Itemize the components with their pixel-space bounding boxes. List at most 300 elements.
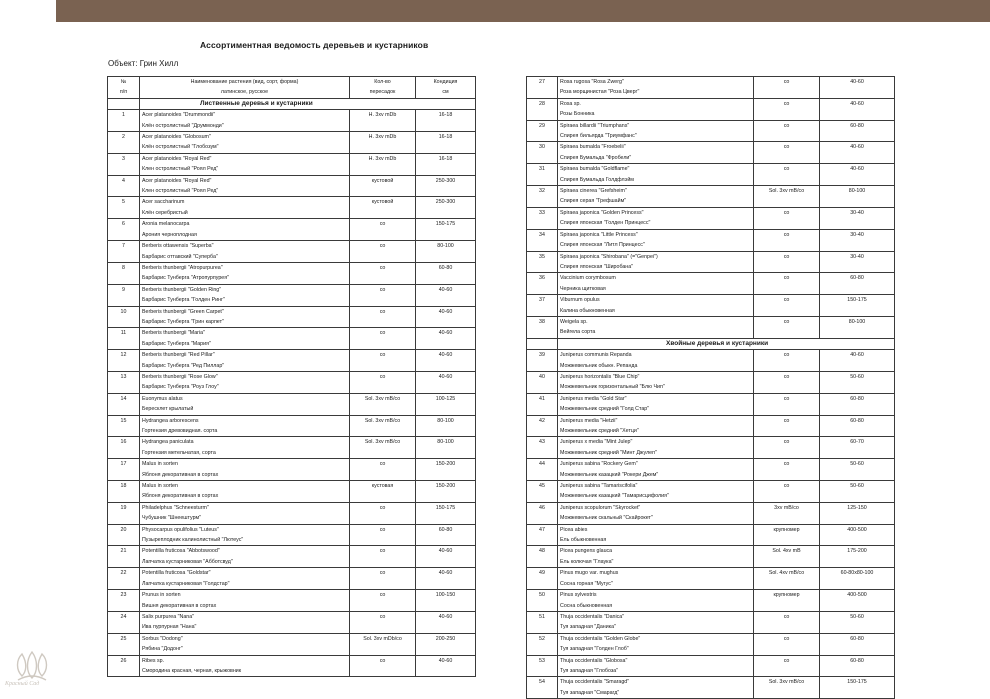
- condition-cell: 80-100: [416, 415, 476, 437]
- latin-name: Picea pungens glauca: [560, 548, 613, 555]
- condition-cell: 50-60: [820, 371, 895, 393]
- quantity-cell: co: [350, 284, 416, 306]
- plant-name-cell: [558, 207, 754, 229]
- russian-name: Лапчатка кустарниковая "Голдстар": [142, 580, 230, 587]
- quantity-cell: крупномер: [754, 590, 820, 612]
- quantity-cell: co: [754, 393, 820, 415]
- quantity-cell: co: [754, 437, 820, 459]
- plant-name-cell: [140, 546, 350, 568]
- russian-name: Яблоня декоративная в сортах: [142, 493, 219, 500]
- plant-name-cell: [140, 371, 350, 393]
- row-number: 28: [527, 98, 558, 120]
- russian-name: Можжевельник казацкий "Рокери Джем": [560, 471, 659, 478]
- condition-cell: 150-175: [416, 502, 476, 524]
- row-number: 22: [108, 568, 140, 590]
- plant-name-cell: [140, 284, 350, 306]
- quantity-cell: co: [350, 262, 416, 284]
- table-row: [527, 229, 895, 251]
- russian-name: Гортензия метельчатая, сорта: [142, 449, 216, 456]
- row-number: 16: [108, 437, 140, 459]
- quantity-cell: Sol. 3xv mB/co: [350, 415, 416, 437]
- table-row: [108, 590, 476, 612]
- condition-cell: 100-125: [416, 393, 476, 415]
- plant-name-cell: [558, 677, 754, 699]
- russian-name: Спирея Бумальда Голдфлэйм: [560, 176, 634, 183]
- latin-name: Berberis thunbergii "Golden Ring": [142, 286, 222, 293]
- table-row: [108, 153, 476, 175]
- row-number: 25: [108, 633, 140, 655]
- table-row: [527, 393, 895, 415]
- plant-name-cell: [558, 437, 754, 459]
- latin-name: Sorbus "Dodong": [142, 635, 183, 642]
- plant-name-cell: [140, 132, 350, 154]
- russian-name: Можжевельник казацкий "Тамарисцифолия": [560, 493, 669, 500]
- latin-name: Juniperus sabina "Rockery Gem": [560, 461, 638, 468]
- plant-name-cell: [140, 262, 350, 284]
- row-number: 44: [527, 459, 558, 481]
- table-row: [527, 590, 895, 612]
- latin-name: Philadelphus "Schneesturm": [142, 504, 209, 511]
- table-row: [108, 132, 476, 154]
- table-row: [108, 437, 476, 459]
- row-number: 31: [527, 164, 558, 186]
- condition-cell: 250-300: [416, 175, 476, 197]
- quantity-cell: co: [754, 655, 820, 677]
- condition-cell: 60-80x80-100: [820, 568, 895, 590]
- plant-name-cell: [140, 633, 350, 655]
- condition-cell: 40-60: [416, 655, 476, 677]
- plant-name-cell: [558, 481, 754, 503]
- russian-name: Пузыреплодник калинолистный "Лютеус": [142, 537, 244, 544]
- row-number: 39: [527, 350, 558, 372]
- quantity-cell: co: [754, 415, 820, 437]
- table-row: [108, 655, 476, 677]
- row-number: 42: [527, 415, 558, 437]
- quantity-cell: co: [350, 241, 416, 263]
- latin-name: Euonymus alatus: [142, 395, 183, 402]
- condition-cell: 16-18: [416, 110, 476, 132]
- latin-name: Acer saccharinum: [142, 199, 185, 206]
- russian-name: Смородина красная, черная, крыжовник: [142, 667, 242, 674]
- table-row: [527, 568, 895, 590]
- russian-name: Барбарис Тунберга "Голден Ринг": [142, 297, 225, 304]
- table-row: [527, 164, 895, 186]
- plant-name-cell: [558, 98, 754, 120]
- condition-cell: 60-80: [820, 655, 895, 677]
- latin-name: Thuja occidentalis "Smaragd": [560, 679, 630, 686]
- latin-name: Vaccinium corymbosum: [560, 275, 616, 282]
- condition-cell: 40-60: [416, 306, 476, 328]
- table-row: [108, 241, 476, 263]
- table-row: [527, 481, 895, 503]
- quantity-cell: co: [350, 328, 416, 350]
- plant-name-cell: [558, 393, 754, 415]
- latin-name: Juniperus horizontalis "Blue Chip": [560, 373, 640, 380]
- russian-name: Сосна горная "Мугус": [560, 580, 613, 587]
- row-number: 35: [527, 251, 558, 273]
- russian-name: Спирея серая "Грефшайм": [560, 198, 627, 205]
- table-row: [527, 273, 895, 295]
- table-row: [108, 219, 476, 241]
- quantity-cell: co: [350, 590, 416, 612]
- row-number: 5: [108, 197, 140, 219]
- plant-name-cell: [558, 524, 754, 546]
- condition-cell: 150-175: [820, 677, 895, 699]
- document-title: Ассортиментная ведомость деревьев и кустарников: [200, 40, 429, 50]
- quantity-cell: co: [350, 219, 416, 241]
- condition-cell: 50-60: [820, 481, 895, 503]
- quantity-cell: co: [350, 350, 416, 372]
- latin-name: Malus in sorten: [142, 461, 178, 468]
- quantity-cell: co: [350, 371, 416, 393]
- plant-name-cell: [558, 568, 754, 590]
- russian-name: Спирея Бумальда "Фробели": [560, 154, 632, 161]
- row-number: 26: [108, 655, 140, 677]
- russian-name: Клён остролистный "Друммонди": [142, 122, 224, 129]
- russian-name: Туя западная "Даника": [560, 624, 616, 631]
- table-row: [527, 295, 895, 317]
- plant-name-cell: [558, 186, 754, 208]
- table-row: [527, 677, 895, 699]
- russian-name: Ель колючая "Глаука": [560, 558, 614, 565]
- quantity-cell: co: [754, 164, 820, 186]
- table-row: [108, 393, 476, 415]
- russian-name: Барбарис Тунберга "Мария": [142, 340, 211, 347]
- latin-name: Hydrangea arborescens: [142, 417, 199, 424]
- latin-name: Berberis thunbergii "Rose Glow": [142, 373, 218, 380]
- plant-name-cell: [140, 350, 350, 372]
- plant-name-cell: [140, 197, 350, 219]
- plant-name-cell: [140, 153, 350, 175]
- russian-name: Можжевельник средний "Голд Стар": [560, 406, 650, 413]
- row-number: 23: [108, 590, 140, 612]
- latin-name: Berberis thunbergii "Green Carpet": [142, 308, 224, 315]
- quantity-cell: co: [754, 120, 820, 142]
- table-row: [108, 568, 476, 590]
- quantity-cell: co: [754, 633, 820, 655]
- col-qty-header: Кол-во пересадок: [350, 77, 416, 99]
- row-number: 36: [527, 273, 558, 295]
- top-banner-brown-band: [56, 0, 990, 22]
- latin-name: Prunus in sorten: [142, 592, 181, 599]
- row-number: 17: [108, 459, 140, 481]
- condition-cell: 60-80: [820, 415, 895, 437]
- row-number: 27: [527, 77, 558, 99]
- condition-cell: 40-60: [820, 350, 895, 372]
- row-number: 2: [108, 132, 140, 154]
- table-row: [527, 437, 895, 459]
- quantity-cell: co: [754, 98, 820, 120]
- latin-name: Physocarpus opulifolius "Luteus": [142, 526, 219, 533]
- row-number: 6: [108, 219, 140, 241]
- russian-name: Барбарис Тунберга "Грин карпет": [142, 318, 224, 325]
- latin-name: Malus in sorten: [142, 483, 178, 490]
- latin-name: Thuja occidentalis "Globosa": [560, 657, 628, 664]
- table-row: [108, 546, 476, 568]
- table-row: [527, 120, 895, 142]
- latin-name: Juniperus media "Gold Star": [560, 395, 627, 402]
- row-number: 30: [527, 142, 558, 164]
- plant-name-cell: [140, 590, 350, 612]
- russian-name: Можжевельник горизонтальный "Блю Чип": [560, 384, 665, 391]
- russian-name: Клён остролистный "Глобозум": [142, 144, 219, 151]
- condition-cell: 40-60: [416, 568, 476, 590]
- russian-name: Можжевельник обыкн. Репанда: [560, 362, 638, 369]
- russian-name: Арония черноплодная: [142, 231, 197, 238]
- condition-cell: 40-60: [416, 350, 476, 372]
- row-number: 19: [108, 502, 140, 524]
- table-row: [108, 197, 476, 219]
- russian-name: Туя западная "Смарагд": [560, 689, 620, 696]
- latin-name: Acer platanoides "Globosum": [142, 134, 211, 141]
- plant-name-cell: [558, 295, 754, 317]
- table-row: [108, 328, 476, 350]
- row-number: 34: [527, 229, 558, 251]
- row-number: 41: [527, 393, 558, 415]
- quantity-cell: co: [754, 481, 820, 503]
- quantity-cell: кустовая: [350, 481, 416, 503]
- quantity-cell: co: [754, 251, 820, 273]
- latin-name: Spiraea cinerea "Grefsheim": [560, 188, 627, 195]
- plant-name-cell: [140, 655, 350, 677]
- table-row: [108, 175, 476, 197]
- row-number: 7: [108, 241, 140, 263]
- latin-name: Juniperus sabina "Tamariscifolia": [560, 483, 638, 490]
- russian-name: Клен остролистный "Роял Ред": [142, 188, 219, 195]
- russian-name: Чубушник "Шнеештурм": [142, 515, 202, 522]
- russian-name: Гортензия древовидная. сорта: [142, 428, 218, 434]
- plant-name-cell: [140, 459, 350, 481]
- table-row: [108, 371, 476, 393]
- latin-name: Acer platanoides "Royal Red": [142, 155, 212, 162]
- quantity-cell: Sol. 4xv mB/co: [754, 568, 820, 590]
- russian-name: Роза морщинистая "Роза Цверг": [560, 89, 640, 96]
- condition-cell: 16-18: [416, 153, 476, 175]
- condition-cell: 50-60: [820, 611, 895, 633]
- table-row: [527, 77, 895, 99]
- condition-cell: 80-100: [416, 437, 476, 459]
- latin-name: Spiraea japonica "Shirobana" (="Genpei"): [560, 253, 658, 260]
- row-number: 37: [527, 295, 558, 317]
- latin-name: Hydrangea paniculata: [142, 439, 194, 446]
- table-row: [527, 251, 895, 273]
- quantity-cell: co: [350, 524, 416, 546]
- plant-name-cell: [558, 142, 754, 164]
- condition-cell: 40-60: [820, 98, 895, 120]
- latin-name: Spiraea japonica "Golden Princess": [560, 209, 644, 216]
- latin-name: Berberis thunbergii "Red Pillar": [142, 352, 215, 359]
- row-number: 24: [108, 611, 140, 633]
- condition-cell: 30-40: [820, 251, 895, 273]
- condition-cell: 40-60: [416, 371, 476, 393]
- condition-cell: 40-60: [416, 546, 476, 568]
- row-number: 47: [527, 524, 558, 546]
- russian-name: Вишня декоративная в сортах: [142, 602, 217, 609]
- latin-name: Juniperus scopulorum "Skyrocket": [560, 504, 641, 511]
- condition-cell: 40-60: [416, 328, 476, 350]
- latin-name: Thuja occidentalis "Danica": [560, 613, 625, 620]
- quantity-cell: co: [754, 371, 820, 393]
- russian-name: Черника щитковая: [560, 285, 606, 292]
- latin-name: Salix purpurea "Nana": [142, 613, 195, 620]
- russian-name: Клён серебристый: [142, 209, 188, 216]
- table-row: [108, 110, 476, 132]
- table-row: [527, 186, 895, 208]
- plant-name-cell: [558, 251, 754, 273]
- condition-cell: 60-80: [820, 633, 895, 655]
- latin-name: Picea abies: [560, 526, 588, 533]
- russian-name: Спирея бильярда "Триумфанс": [560, 133, 637, 140]
- table-row: [527, 350, 895, 372]
- plant-name-cell: [558, 371, 754, 393]
- latin-name: Potentilla fruticosa "Goldstar": [142, 570, 211, 577]
- russian-name: Барбарис Тунберга "Роуз Глоу": [142, 384, 219, 391]
- table-row: [108, 262, 476, 284]
- table-row: [527, 459, 895, 481]
- condition-cell: 30-40: [820, 207, 895, 229]
- condition-cell: 60-80: [416, 262, 476, 284]
- latin-name: Berberis ottawensis "Superba": [142, 243, 214, 250]
- row-number: 29: [527, 120, 558, 142]
- condition-cell: 175-200: [820, 546, 895, 568]
- plant-name-cell: [140, 568, 350, 590]
- plant-name-cell: [140, 328, 350, 350]
- quantity-cell: co: [754, 77, 820, 99]
- quantity-cell: 3xv mB/co: [754, 502, 820, 524]
- row-number: 48: [527, 546, 558, 568]
- row-number: 8: [108, 262, 140, 284]
- table-row: [527, 415, 895, 437]
- latin-name: Thuja occidentalis "Golden Globe": [560, 635, 641, 642]
- quantity-cell: co: [350, 611, 416, 633]
- col-cond-header: Кондиция см: [416, 77, 476, 99]
- plant-name-cell: [558, 590, 754, 612]
- quantity-cell: Sol. 3xv mB/co: [350, 393, 416, 415]
- plant-name-cell: [140, 393, 350, 415]
- plant-name-cell: [140, 502, 350, 524]
- plant-name-cell: [558, 611, 754, 633]
- latin-name: Rosa rugosa "Rosa Zwerg": [560, 79, 624, 85]
- latin-name: Potentilla fruticosa "Abbotswood": [142, 548, 220, 555]
- quantity-cell: co: [754, 273, 820, 295]
- table-row: [527, 316, 895, 338]
- right-assortment-table: [526, 76, 895, 699]
- row-number: 40: [527, 371, 558, 393]
- table-row: [527, 524, 895, 546]
- quantity-cell: Н. 3хv mDb: [350, 110, 416, 132]
- russian-name: Барбарис оттавский "Суперба": [142, 253, 218, 260]
- row-number: 54: [527, 677, 558, 699]
- row-number: 53: [527, 655, 558, 677]
- quantity-cell: co: [350, 546, 416, 568]
- row-number: 12: [108, 350, 140, 372]
- russian-name: Можжевельник средний "Хетци": [560, 428, 639, 434]
- plant-name-cell: [140, 110, 350, 132]
- section-header-row: [108, 98, 476, 109]
- plant-name-cell: [140, 524, 350, 546]
- latin-name: Rosa sp.: [560, 100, 581, 107]
- condition-cell: 125-150: [820, 502, 895, 524]
- condition-cell: 30-40: [820, 229, 895, 251]
- col-name-header: Наименование растения (вид, сорт, форма) латинское, русское: [140, 77, 350, 99]
- russian-name: Калина обыкновенная: [560, 307, 615, 314]
- latin-name: Ribes sp.: [142, 657, 165, 664]
- quantity-cell: co: [754, 459, 820, 481]
- row-number: 32: [527, 186, 558, 208]
- condition-cell: 40-60: [416, 284, 476, 306]
- quantity-cell: co: [754, 350, 820, 372]
- table-row: [108, 306, 476, 328]
- quantity-cell: Sol. 3xv mB/co: [754, 677, 820, 699]
- quantity-cell: Sol. 4xv mB: [754, 546, 820, 568]
- russian-name: Спирея японская "Широбана": [560, 263, 634, 270]
- plant-name-cell: [558, 316, 754, 338]
- col-num-header: № п/п: [108, 77, 140, 99]
- latin-name: Berberis thunbergii "Atropurpurea": [142, 264, 223, 271]
- table-row: [527, 546, 895, 568]
- condition-cell: 100-150: [416, 590, 476, 612]
- top-banner-left-block: [0, 0, 56, 22]
- table-row: [108, 611, 476, 633]
- condition-cell: 40-60: [820, 164, 895, 186]
- russian-name: Яблоня декоративная в сортах: [142, 471, 219, 478]
- table-row: [108, 350, 476, 372]
- row-number: 38: [527, 316, 558, 338]
- table-row: [108, 415, 476, 437]
- table-row: [527, 633, 895, 655]
- condition-cell: 40-60: [820, 77, 895, 99]
- russian-name: Розы Бонника: [560, 111, 595, 118]
- condition-cell: 150-175: [820, 295, 895, 317]
- plant-name-cell: [558, 164, 754, 186]
- condition-cell: 50-60: [820, 459, 895, 481]
- russian-name: Барбарис Тунберга "Ред Пиллар": [142, 362, 225, 369]
- quantity-cell: Sol. 3xv mDb/co: [350, 633, 416, 655]
- plant-name-cell: [140, 306, 350, 328]
- table-row: [527, 371, 895, 393]
- latin-name: Aronia melanocarpa: [142, 221, 190, 228]
- quantity-cell: co: [350, 306, 416, 328]
- quantity-cell: co: [754, 207, 820, 229]
- russian-name: Туя западная "Глобоза": [560, 667, 619, 674]
- row-number: 49: [527, 568, 558, 590]
- table-row: [527, 611, 895, 633]
- quantity-cell: кустовой: [350, 197, 416, 219]
- table-row: [108, 633, 476, 655]
- russian-name: Можжевельник средний "Минт Джулеп": [560, 449, 657, 456]
- russian-name: Спирея японская "Голден Принцесс": [560, 220, 651, 227]
- table-header-row: [108, 77, 476, 99]
- section-header-row: [527, 338, 895, 349]
- plant-name-cell: [140, 611, 350, 633]
- table-row: [108, 502, 476, 524]
- plant-name-cell: [558, 77, 754, 99]
- latin-name: Acer platanoides "Royal Red": [142, 177, 212, 184]
- quantity-cell: co: [350, 459, 416, 481]
- latin-name: Spiraea billardii "Triumphans": [560, 122, 630, 129]
- condition-cell: 200-250: [416, 633, 476, 655]
- logo-wordmark: Красный Сад: [5, 681, 40, 687]
- row-number: 18: [108, 481, 140, 503]
- plant-name-cell: [140, 437, 350, 459]
- condition-cell: 60-80: [416, 524, 476, 546]
- table-row: [108, 524, 476, 546]
- row-number: 15: [108, 415, 140, 437]
- table-row: [108, 481, 476, 503]
- latin-name: Juniperus media "Hetzii": [560, 417, 618, 424]
- latin-name: Pinus sylvestris: [560, 592, 597, 599]
- plant-name-cell: [558, 229, 754, 251]
